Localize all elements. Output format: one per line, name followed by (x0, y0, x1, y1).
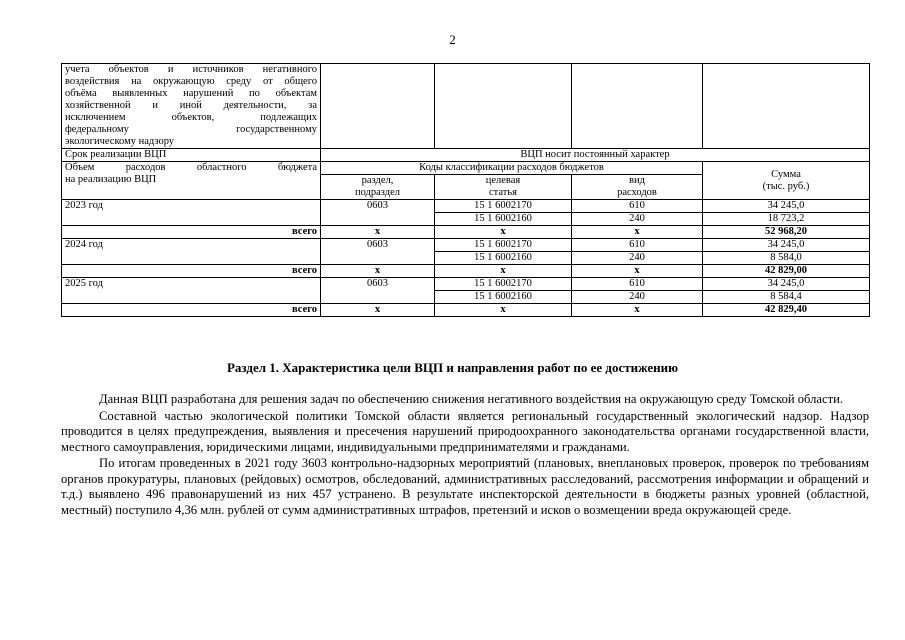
intro-line: воздействия на окружающую среду от общего (65, 76, 317, 87)
item-cell: 15 1 6002160 (435, 252, 572, 265)
section-cell: х (321, 304, 435, 317)
kind-cell: 240 (572, 213, 703, 226)
codes-header-row (62, 162, 870, 175)
paragraph: Составной частью экологической политики Томской области является региональный государственный экологический надзор. Надзор проводится в целях предупреждения, выявления и пресечения нарушений природоохранного законодательства органами государственной власти, местного самоуправления, юридическими лицами, индивидуальными предпринимателями и гражданами. (61, 408, 869, 454)
item-cell: 15 1 6002170 (435, 200, 572, 213)
term-label: Срок реализации ВЦП (62, 149, 321, 162)
intro-line: экологическому надзору (65, 136, 175, 147)
intro-line: объёма выявленных нарушений по объектам (65, 88, 317, 99)
item-header-line: статья (489, 187, 517, 198)
table-row (62, 252, 870, 265)
table-row (62, 239, 870, 252)
kind-cell: 240 (572, 291, 703, 304)
table-row (62, 291, 870, 304)
sum-header (703, 162, 870, 200)
intro-row (62, 64, 870, 149)
item-cell: х (435, 265, 572, 278)
section-cell: х (321, 226, 435, 239)
total-sum-cell: 42 829,00 (703, 265, 870, 278)
item-cell: х (435, 304, 572, 317)
paragraph: По итогам проведенных в 2021 году 3603 контрольно-надзорных мероприятий (плановых, внеплановых проверок, проверок по требованиям органов прокуратуры, плановых (рейдовых) осмотров, обследований, административных расследований, рассмотрения информации и обращений и т.д.) выявлено 496 правонарушений из них 457 устранено. В результате инспекторской деятельности в бюджеты разных уровней (областной, местный) поступило 4,36 млн. рублей от сумм административных штрафов, претензий и исков о возмещении вреда окружающей среде. (61, 456, 869, 517)
sum-header-line: (тыс. руб.) (762, 180, 810, 192)
item-cell: 15 1 6002170 (435, 278, 572, 291)
empty-cell (703, 64, 870, 149)
codes-header: Коды классификации расходов бюджетов (321, 162, 703, 175)
sum-cell: 8 584,4 (703, 291, 870, 304)
section-cell: 0603 (321, 239, 435, 252)
term-value: ВЦП носит постоянный характер (321, 149, 870, 162)
item-cell: 15 1 6002160 (435, 213, 572, 226)
volume-label-line: Объем расходов областного бюджета (65, 162, 317, 173)
budget-table (61, 63, 870, 317)
kind-cell: х (572, 265, 703, 278)
volume-label-line: на реализацию ВЦП (65, 174, 157, 185)
section-cell (321, 252, 435, 265)
year-label: 2023 год (62, 200, 321, 213)
kind-header-line: вид (629, 175, 645, 186)
paragraph: Данная ВЦП разработана для решения задач по обеспечению снижения негативного воздействия на окружающую среду Томской области. (99, 392, 843, 406)
table-row (62, 213, 870, 226)
total-sum-cell: 42 829,40 (703, 304, 870, 317)
table-row (62, 278, 870, 291)
section-cell: х (321, 265, 435, 278)
sum-cell: 34 245,0 (703, 278, 870, 291)
kind-header (572, 175, 703, 200)
sum-cell: 34 245,0 (703, 239, 870, 252)
intro-line: исключением объектов, подлежащих (65, 112, 317, 123)
item-header (435, 175, 572, 200)
section-header-line: подраздел (354, 187, 401, 198)
year-label: 2025 год (62, 278, 321, 291)
section-cell (321, 213, 435, 226)
kind-cell: 610 (572, 278, 703, 291)
term-row (62, 149, 870, 162)
sum-cell: 34 245,0 (703, 200, 870, 213)
sum-cell: 18 723,2 (703, 213, 870, 226)
item-cell: 15 1 6002170 (435, 239, 572, 252)
intro-line: хозяйственной и иной деятельности, за (65, 100, 317, 111)
total-label: всего (62, 304, 321, 317)
intro-line: учета объектов и источников негативного (65, 64, 317, 75)
table-row (62, 200, 870, 213)
total-row (62, 304, 870, 317)
kind-cell: 240 (572, 252, 703, 265)
section-cell: 0603 (321, 200, 435, 213)
empty-cell (435, 64, 572, 149)
total-row (62, 265, 870, 278)
volume-label-cell (62, 162, 321, 200)
body-text (61, 392, 869, 519)
kind-cell: 610 (572, 200, 703, 213)
sum-header-line: Сумма (771, 168, 801, 180)
section-cell (321, 291, 435, 304)
item-cell: х (435, 226, 572, 239)
sum-cell: 8 584,0 (703, 252, 870, 265)
page-number: 2 (449, 32, 456, 47)
empty-cell (572, 64, 703, 149)
total-label: всего (62, 226, 321, 239)
year-label (62, 252, 321, 265)
kind-header-line: расходов (617, 187, 657, 198)
section-header-line: раздел, (361, 175, 394, 186)
intro-cell (62, 64, 321, 149)
total-label: всего (62, 265, 321, 278)
kind-cell: х (572, 226, 703, 239)
kind-cell: 610 (572, 239, 703, 252)
year-label (62, 213, 321, 226)
year-label (62, 291, 321, 304)
item-header-line: целевая (485, 175, 521, 186)
section-cell: 0603 (321, 278, 435, 291)
section-title: Раздел 1. Характеристика цели ВЦП и направления работ по ее достижению (226, 360, 679, 375)
intro-line: федеральному государственному (65, 124, 317, 135)
item-cell: 15 1 6002160 (435, 291, 572, 304)
kind-cell: х (572, 304, 703, 317)
total-sum-cell: 52 968,20 (703, 226, 870, 239)
year-label: 2024 год (62, 239, 321, 252)
total-row (62, 226, 870, 239)
section-header (321, 175, 435, 200)
empty-cell (321, 64, 435, 149)
